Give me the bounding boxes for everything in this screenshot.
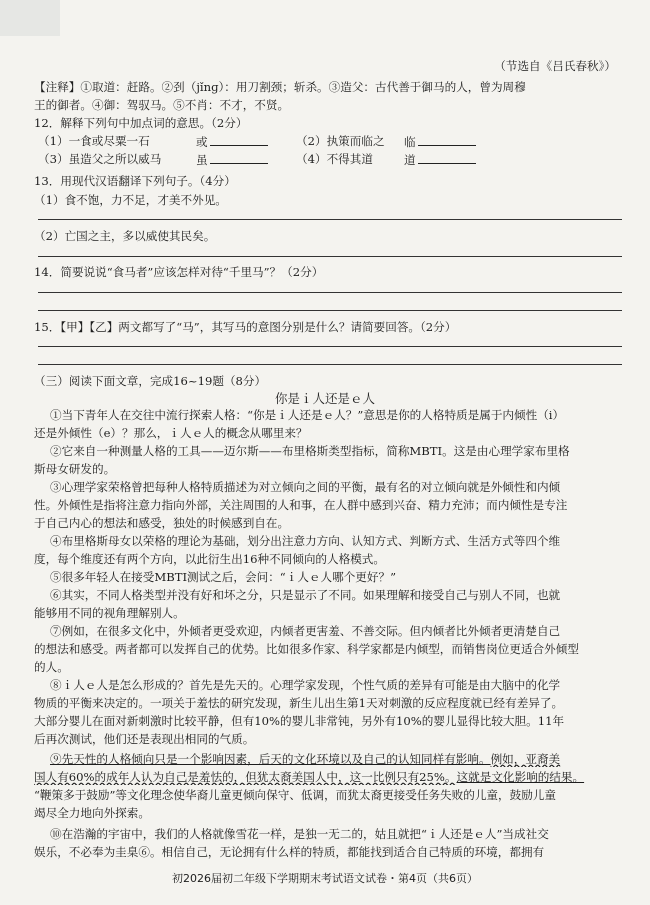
q12-item-3-word: 虽 [196,151,268,168]
q12-item-1: （1）一食或尽粟一石 [38,134,150,148]
q12-item-2: （2）执策而临之 [296,134,385,148]
paragraph-line: 后再次测试，他们还是表现出相同的气质。 [34,732,255,746]
paragraph-line: 的想法和感受。两者都可以发挥自己的优势。比如很多作家、科学家都是内倾型，而销售岗位更适合外倾型 [34,642,579,656]
q13-sentence-1: （1）食不饱，力不足，才美不外见。 [34,193,227,207]
wavy-underlined-text: 例如，亚裔美 [490,752,561,766]
underlined-sentence: ⑨先天性的人格倾向只是一个影响因素，后天的文化环境以及自己的认知同样有影响。 [50,752,491,766]
q12-item-4: （4）不得其道 [296,152,373,166]
paragraph-line: ⑥其实，不同人格类型并没有好和坏之分，只是显示了不同。如果理解和接受自己与别人不同，也就 [50,588,561,602]
answer-line[interactable] [38,364,622,365]
paragraph-line: ⑧ｉ人ｅ人是怎么形成的？首先是先天的。心理学家发现，个性气质的差异有可能是由大脑中的化学 [50,678,561,692]
paragraph-line: ②它来自一种测量人格的工具——迈尔斯——布里格斯类型指标，简称MBTI。这是由心理学家布里格 [50,444,570,458]
answer-blank[interactable] [210,151,268,164]
source-citation: （节选自《吕氏春秋》） [494,59,616,73]
wavy-underlined-text: 国人有60%的成年人认为自己是羞怯的，但犹太裔美国人中，这一比例只有25%。 [34,770,457,784]
answer-blank[interactable] [418,151,476,164]
paragraph-line: 能够用不同的视角理解别人。 [34,606,185,620]
notes-line-1: 【注释】①取道：赶路。②刭（jǐnɡ）：用刀割颈；斩杀。③造父：古代善于御马的人，曾为周穆 [34,80,526,94]
underlined-sentence: 这就是文化影响的结果。 [456,770,585,784]
paragraph-line: 斯母女研发的。 [34,462,116,476]
paragraph-line: ⑩在浩瀚的宇宙中，我们的人格就像雪花一样，是独一无二的，姑且就把“ｉ人还是ｅ人”当成社交 [50,827,549,841]
paragraph-line: 于自己内心的想法和感受，独处的时候感到自在。 [34,516,290,530]
paragraph-line: 竭尽全力地向外探索。 [34,806,150,820]
q12-item-3: （3）虽造父之所以威马 [38,152,162,166]
answer-blank[interactable] [210,133,268,146]
question-12-title: 12．解释下列句中加点词的意思。（2分） [34,116,248,130]
paragraph-line: ④布里格斯母女以荣格的理论为基础，划分出注意力方向、认知方式、判断方式、生活方式等四个维 [50,534,561,548]
paragraph-line: ①当下青年人在交往中流行探索人格：“你是ｉ人还是ｅ人？”意思是你的人格特质是属于内倾性（i） [50,408,565,422]
paragraph-line: ③心理学家荣格曾把每种人格特质描述为对立倾向之间的平衡，最有名的对立倾向就是外倾性和内倾 [50,480,561,494]
paragraph-line: 度，每个维度还有两个方向，以此衍生出16种不同倾向的人格模式。 [34,552,385,566]
paragraph-line: 娱乐，不必奉为圭臬⑥。相信自己，无论拥有什么样的特质，都能找到适合自己特质的环境，都拥有 [34,845,545,859]
q13-sentence-2: （2）亡国之主，多以威使其民矣。 [34,229,216,243]
article-title: 你是ｉ人还是ｅ人 [274,391,375,406]
q12-item-2-word: 临 [404,133,476,150]
notes-line-2: 王的御者。④御：驾驭马。⑤不肖：不才，不贤。 [34,98,290,112]
answer-line[interactable] [38,256,622,257]
answer-line[interactable] [38,346,622,347]
paragraph-line: 还是外倾性（e）？那么，ｉ人ｅ人的概念从哪里来？ [34,426,308,440]
paragraph-line: 大部分婴儿在面对新刺激时比较平静，但有10%的婴儿非常钝，另外有10%的婴儿显得比较大胆。11年 [34,714,565,728]
question-14: 14．简要说说“食马者”应该怎样对待“千里马”？（2分） [34,265,324,279]
paragraph-9-line-2 [34,769,622,785]
question-13-title: 13．用现代汉语翻译下列句子。（4分） [34,174,236,188]
paragraph-line: “鞭策多于鼓励”等文化理念使华裔儿童更倾向保守、低调，而犹太裔更接受任务失败的儿童，鼓励儿童 [34,788,556,802]
page-footer: 初2026届初二年级下学期期末考试语文试卷・第4页（共6页） [172,872,478,885]
answer-line[interactable] [38,310,622,311]
paragraph-line: 物质的平衡来决定的。一项关于羞怯的研究发现，新生儿出生第1天对刺激的反应程度就已经有差异了。 [34,696,564,710]
page-corner-shadow [0,0,60,36]
paragraph-line: ⑦例如，在很多文化中，外倾者更受欢迎，内倾者更害羞、不善交际。但内倾者比外倾者更清楚自己 [50,624,561,638]
answer-line[interactable] [38,292,622,293]
q12-item-1-word: 或 [196,133,268,150]
paragraph-9-line-1 [50,751,622,767]
answer-line[interactable] [38,219,622,220]
paragraph-line: 性。外倾性是指将注意力指向外部，关注周围的人和事，在人群中感到兴奋、精力充沛；而内倾性是专注 [34,498,568,512]
answer-blank[interactable] [418,133,476,146]
paragraph-line: ⑤很多年轻人在接受MBTI测试之后，会问：“ｉ人ｅ人哪个更好？” [50,570,396,584]
section-3-heading: （三）阅读下面文章，完成16~19题（8分） [34,374,267,388]
q12-item-4-word: 道 [404,151,476,168]
question-15: 15．【甲】【乙】两文都写了“马”，其写马的意图分别是什么？请简要回答。（2分） [34,320,457,334]
paragraph-line: 的人。 [34,660,69,674]
